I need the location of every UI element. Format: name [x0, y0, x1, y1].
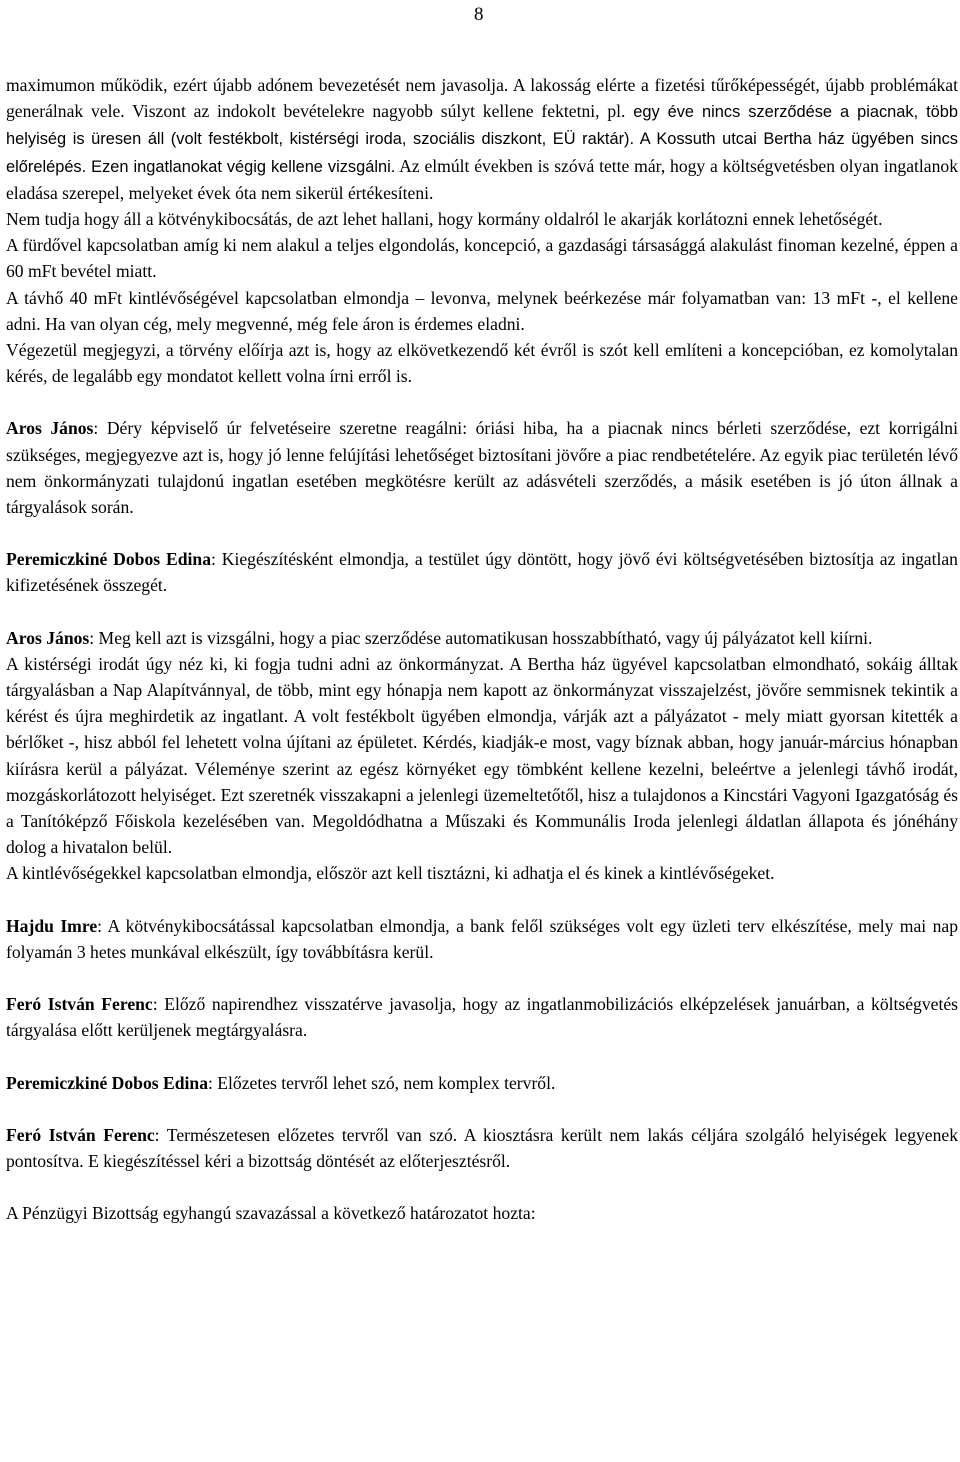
paragraph-text: A Pénzügyi Bizottság egyhangú szavazással a következő határozatot hozta: — [6, 1203, 536, 1224]
speaker-paragraph — [6, 415, 958, 520]
paragraph-text: maximumon működik, ezért újabb adónem bevezetését nem javasolja. A lakosság elérte a fizetési tűrőképességét, újabb problémákat generálnak vele. Viszont az indokolt bevételekre nagyobb súlyt kellene fektetni, pl. — [6, 75, 958, 122]
paragraph-text: : Előzetes tervről lehet szó, nem komplex tervről. — [208, 1072, 556, 1093]
paragraph — [6, 206, 958, 232]
paragraph — [6, 860, 958, 886]
resolution-intro — [6, 1200, 958, 1226]
paragraph-text: Nem tudja hogy áll a kötvénykibocsátás, de azt lehet hallani, hogy kormány oldalról le akarják korlátozni ennek lehetőségét. — [6, 209, 883, 230]
paragraph-text: A fürdővel kapcsolatban amíg ki nem alakul a teljes elgondolás, koncepció, a gazdasági társasággá alakulást finoman kezelné, éppen a 60 mFt bevétel miatt. — [6, 235, 958, 282]
paragraph-text: Az elmúlt években is szóvá tette már, hogy a költségvetésben olyan ingatlanok eladása szerepel, melyeket évek óta nem sikerül értékesíteni. — [6, 155, 958, 203]
paragraph — [6, 337, 958, 389]
speaker-name: Feró István Ferenc — [6, 1124, 155, 1145]
paragraph-text: : Kiegészítésként elmondja, a testület úgy döntött, hogy jövő évi költségvetésében biztosítja az ingatlan kifizetésének összegét. — [6, 549, 958, 596]
paragraph-text: Végezetül megjegyzi, a törvény előírja azt is, hogy az elkövetkezendő két évről is szót kell említeni a koncepcióban, ez komolytalan kérés, de legalább egy mondatot kellett volna írni erről is. — [6, 340, 958, 387]
speaker-paragraph — [6, 625, 958, 651]
paragraph-text: A távhő 40 mFt kintlévőségével kapcsolatban elmondja – levonva, melynek beérkezése már folyamatban van: 13 mFt -, el kellene adni. Ha van olyan cég, mely megvenné, még fele áron is érdemes eladni. — [6, 287, 958, 334]
speaker-name: Peremiczkiné Dobos Edina — [6, 549, 211, 570]
paragraph-text: A kintlévőségekkel kapcsolatban elmondja, először azt kell tisztázni, ki adhatja el és kinek a kintlévőségeket. — [6, 863, 775, 884]
paragraph — [6, 72, 958, 206]
paragraph-text: : Déry képviselő úr felvetéseire szeretne reagálni: óriási hiba, ha a piacnak nincs bérleti szerződése, ezt korrigálni szükséges, megjegyezve azt is, hogy jó lenne felújítási lehetőséget biztosítani jövőre a piac rendbetételére. Az egyik piac területén lévő nem önkormányzati tulajdonú ingatlan esetében megkötésre került az adásvételi szerződés, a másik esetében is jó úton állnak a tárgyalások során. — [6, 418, 958, 518]
page-number: 8 — [474, 4, 484, 25]
speaker-paragraph — [6, 1070, 958, 1096]
speaker-name: Feró István Ferenc — [6, 994, 153, 1015]
paragraph-text: : Meg kell azt is vizsgálni, hogy a piac szerződése automatikusan hosszabbítható, vagy új pályázatot kell kiírni. — [89, 627, 873, 648]
paragraph-text: A kistérségi irodát úgy néz ki, ki fogja tudni adni az önkormányzat. A Bertha ház ügyével kapcsolatban elmondható, sokáig álltak tárgyalásban a Nap Alapítvánnyal, de több, mint egy hónapja nem kapott az önkormányzat visszajelzést, jövőre semmisnek tekintik a kérést és újra meghirdetik az ingatlant. A volt festékbolt ügyében elmondja, várják azt a pályázatot - mely miatt gyorsan kitették a bérlőket -, hisz abból fel lehetett volna újítani az épületet. Kérdés, kiadják-e most, vagy bíznak abban, hogy január-március hónapban kiírásra kerül a pályázat. Véleménye szerint az egész környéket egy tömbként kellene kezelni, beleértve a jelenlegi távhő irodát, mozgáskorlátozott helyiséget. Ezt szeretnék visszakapni a jelenlegi üzemeltetőtől, hisz a tulajdonos a Kincstári Vagyoni Igazgatóság és a Tanítóképző Főiskola kezelésében van. Megoldódhatna a Műszaki és Kommunális Iroda jelenlegi áldatlan állapota és jónéhány dolog a hivatalon belül. — [6, 653, 958, 858]
paragraph-text-highlight: egy éve nincs szerződése a piacnak, több helyiség is üresen áll (volt festékbolt, kistérségi iroda, szociális diszkont, EÜ raktár). A Kossuth utcai Bertha ház ügyében sincs előrelépés. Ezen ingatlanokat végig kellene vizsgálni. — [6, 103, 958, 176]
speaker-name: Aros János — [6, 418, 94, 439]
speaker-name: Hajdu Imre — [6, 915, 98, 936]
paragraph-text: : A kötvénykibocsátással kapcsolatban elmondja, a bank felől szükséges volt egy üzleti terv elkészítése, mely mai nap folyamán 3 hetes munkával elkészült, így továbbításra kerül. — [6, 915, 958, 962]
speaker-name: Aros János — [6, 627, 90, 648]
paragraph — [6, 285, 958, 337]
speaker-name: Peremiczkiné Dobos Edina — [6, 1072, 209, 1093]
speaker-paragraph — [6, 546, 958, 598]
document-body — [6, 72, 958, 1226]
paragraph — [6, 232, 958, 284]
paragraph-text: : Előző napirendhez visszatérve javasolja, hogy az ingatlanmobilizációs elképzelések januárban, a költségvetés tárgyalása előtt kerüljenek megtárgyalásra. — [6, 994, 959, 1041]
speaker-paragraph — [6, 913, 958, 965]
paragraph-text: : Természetesen előzetes tervről van szó. A kiosztásra került nem lakás céljára szolgáló helyiségek legyenek pontosítva. E kiegészítéssel kéri a bizottság döntését az előterjesztésről. — [6, 1124, 958, 1171]
speaker-paragraph — [6, 1122, 958, 1174]
paragraph — [6, 651, 958, 861]
speaker-paragraph — [6, 991, 958, 1043]
